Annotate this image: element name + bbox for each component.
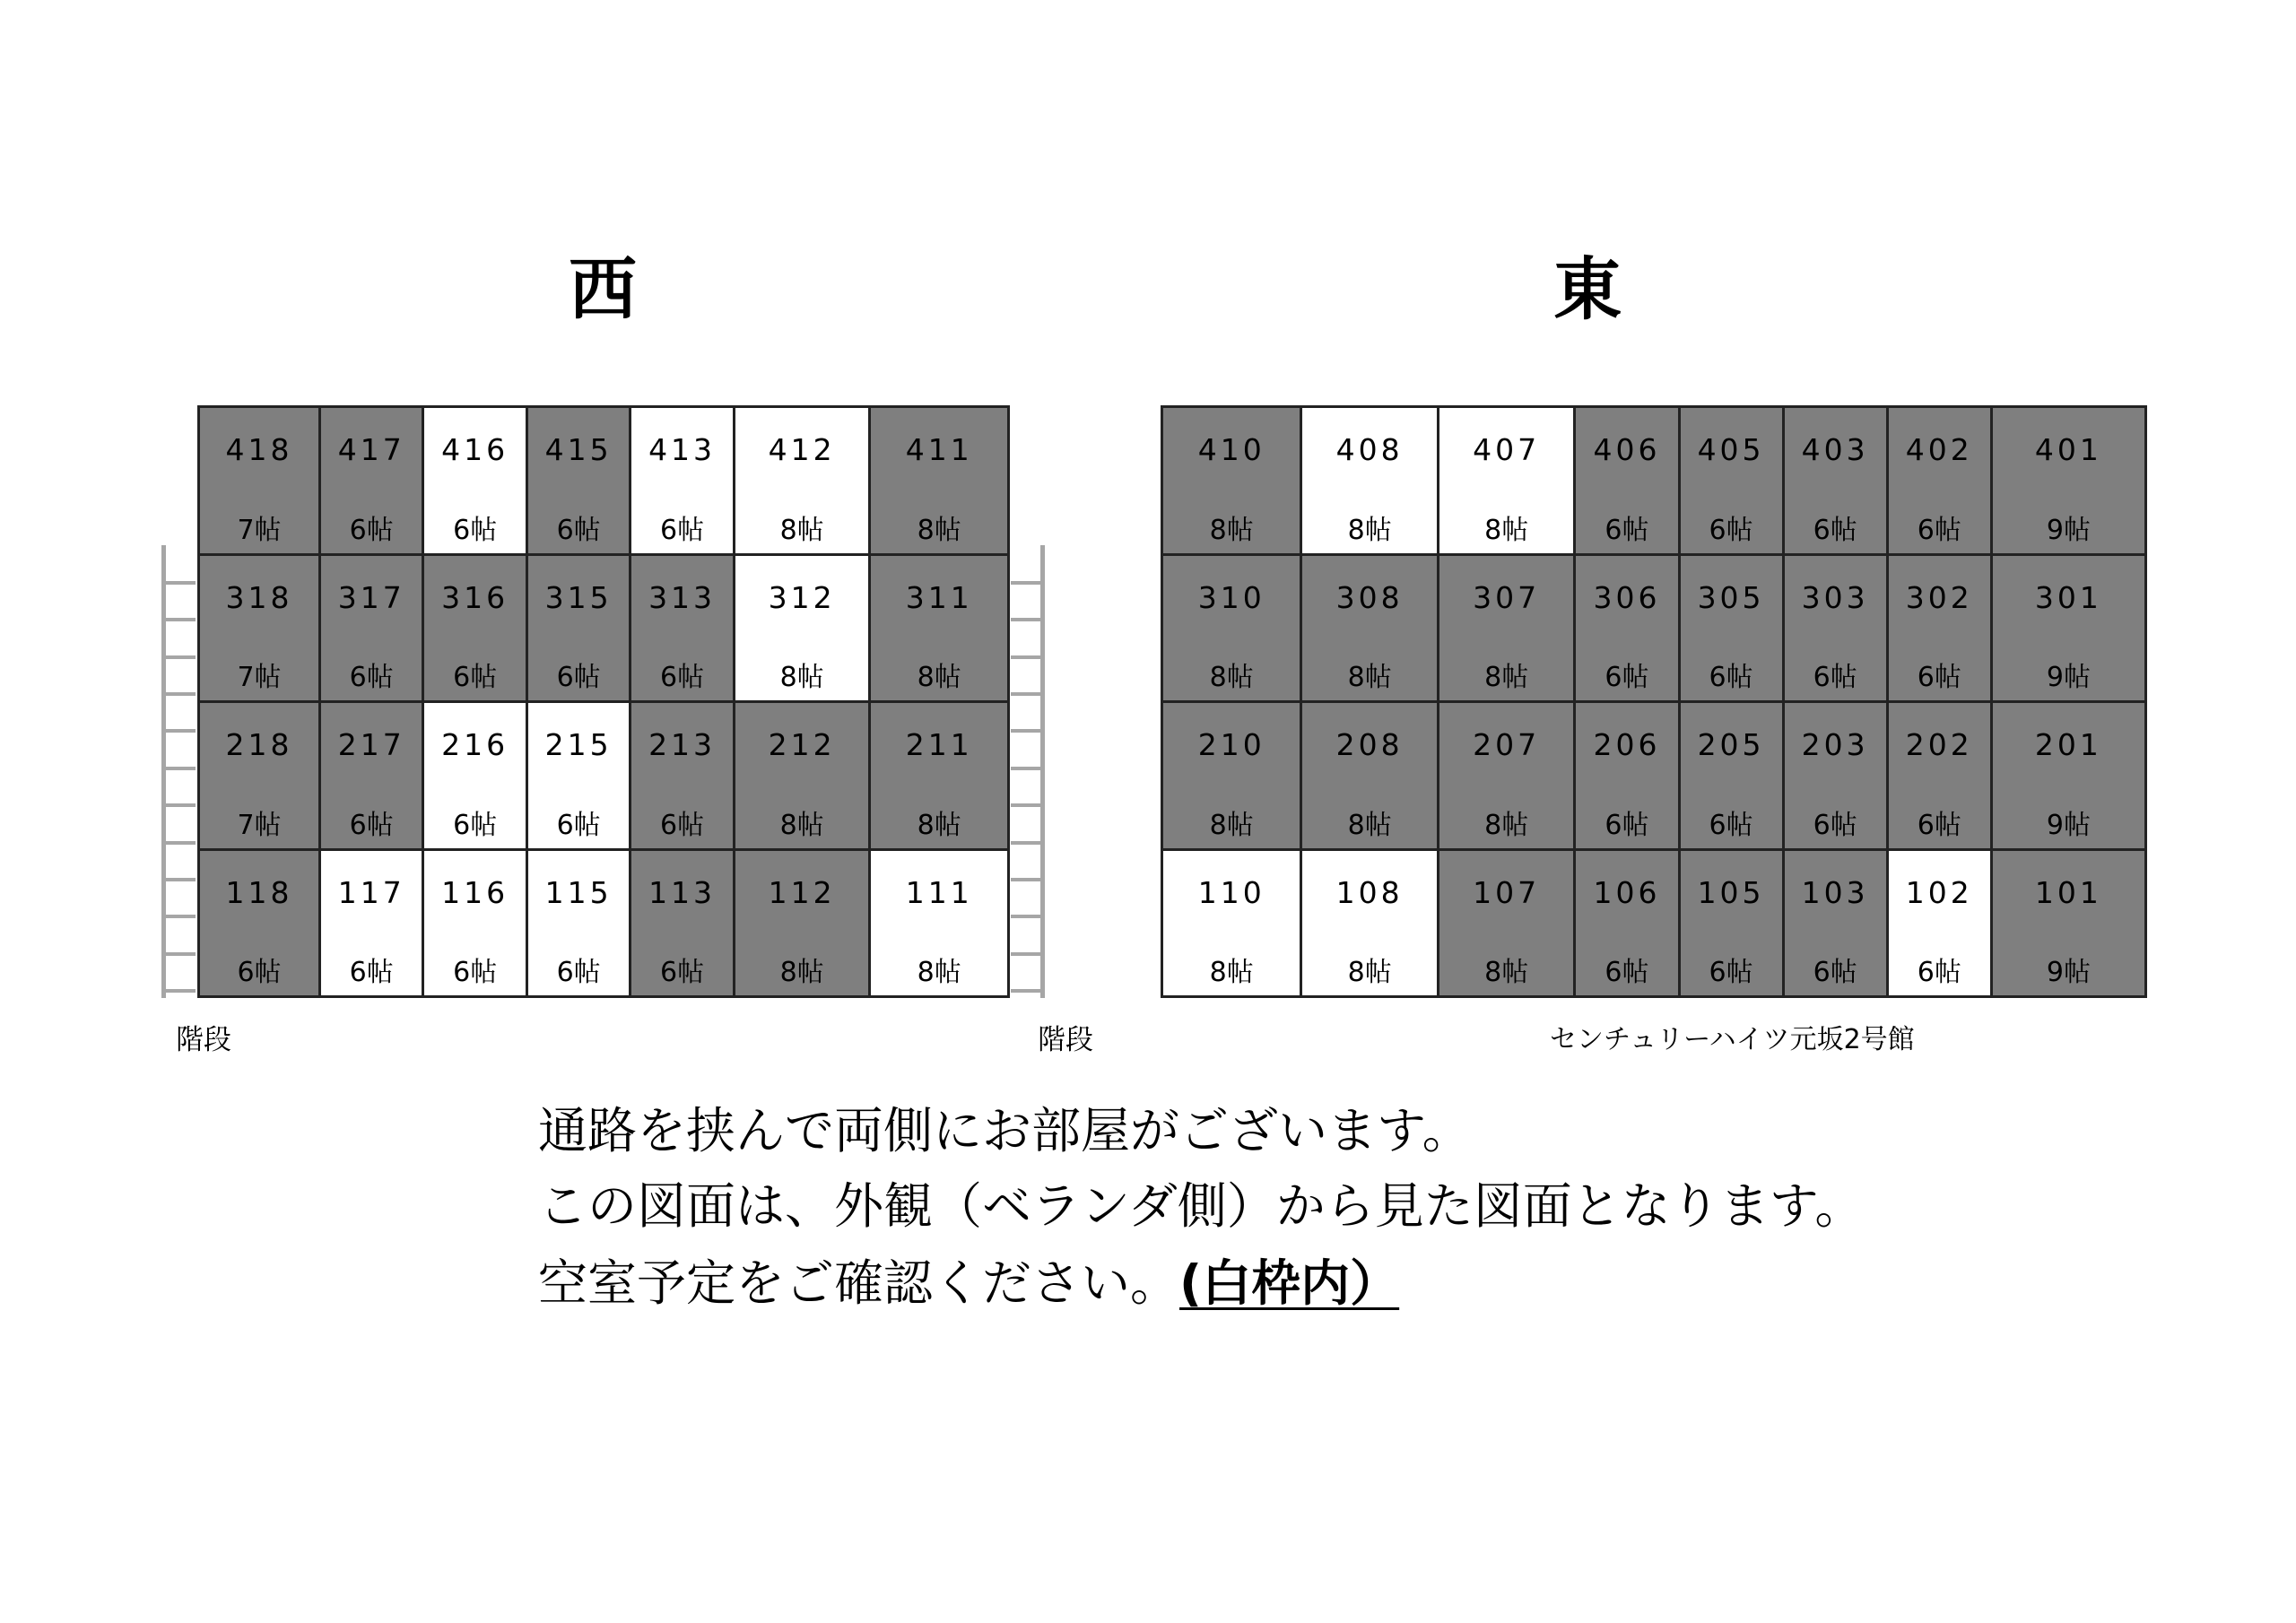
room-size: 8帖 <box>1484 957 1529 988</box>
room-size: 8帖 <box>779 809 824 841</box>
room-111 <box>871 851 1007 996</box>
room-405 <box>1681 408 1782 553</box>
stair-rung <box>161 878 196 881</box>
room-308 <box>1302 556 1436 701</box>
room-number: 118 <box>225 874 293 910</box>
room-number: 301 <box>2034 579 2102 615</box>
room-number: 307 <box>1473 579 1541 615</box>
room-number: 112 <box>768 874 836 910</box>
room-number: 106 <box>1593 874 1661 910</box>
room-number: 213 <box>648 727 717 762</box>
room-number: 405 <box>1697 432 1765 467</box>
room-size: 6帖 <box>349 809 394 841</box>
room-size: 6帖 <box>1917 514 1961 546</box>
room-203 <box>1785 703 1886 848</box>
room-size: 8帖 <box>1484 662 1529 693</box>
stair-rung <box>161 655 196 659</box>
room-size: 9帖 <box>2046 809 2091 841</box>
room-number: 410 <box>1197 432 1265 467</box>
room-101 <box>1993 851 2144 996</box>
room-302 <box>1889 556 1990 701</box>
room-411 <box>871 408 1007 553</box>
room-number: 311 <box>905 579 973 615</box>
room-412 <box>735 408 869 553</box>
room-number: 211 <box>905 727 973 762</box>
room-size: 6帖 <box>660 514 705 546</box>
room-size: 6帖 <box>556 662 601 693</box>
room-number: 117 <box>337 874 405 910</box>
room-number: 206 <box>1593 727 1661 762</box>
room-number: 113 <box>648 874 717 910</box>
stair-rung <box>161 841 196 845</box>
building-name: センチュリーハイツ元坂2号館 <box>1550 1024 1915 1055</box>
room-size: 6帖 <box>453 957 498 988</box>
room-number: 207 <box>1473 727 1541 762</box>
room-size: 6帖 <box>1709 809 1753 841</box>
room-410 <box>1163 408 1300 553</box>
room-size: 6帖 <box>1709 957 1753 988</box>
room-number: 303 <box>1801 579 1869 615</box>
room-number: 312 <box>768 579 836 615</box>
room-size: 8帖 <box>1209 809 1254 841</box>
room-size: 6帖 <box>556 957 601 988</box>
room-size: 6帖 <box>660 809 705 841</box>
stair-rung <box>1011 878 1045 881</box>
stair-rung <box>1011 841 1045 845</box>
room-size: 6帖 <box>1813 662 1857 693</box>
stair-rung <box>1011 915 1045 918</box>
room-size: 6帖 <box>1917 662 1961 693</box>
note-line-3-emphasis: (白枠内） <box>1179 1254 1400 1312</box>
room-number: 216 <box>441 727 509 762</box>
east-floor-plan <box>1161 405 2147 998</box>
room-110 <box>1163 851 1300 996</box>
room-201 <box>1993 703 2144 848</box>
room-117 <box>321 851 422 996</box>
stair-rung <box>1011 989 1045 993</box>
room-number: 203 <box>1801 727 1869 762</box>
room-number: 305 <box>1697 579 1765 615</box>
room-number: 318 <box>225 579 293 615</box>
room-416 <box>424 408 525 553</box>
room-312 <box>735 556 869 701</box>
room-size: 6帖 <box>1605 957 1649 988</box>
stair-rung <box>161 767 196 770</box>
room-size: 6帖 <box>453 662 498 693</box>
room-size: 6帖 <box>1605 662 1649 693</box>
room-102 <box>1889 851 1990 996</box>
room-size: 8帖 <box>779 957 824 988</box>
room-size: 6帖 <box>1813 957 1857 988</box>
stair-rung <box>1011 729 1045 733</box>
room-number: 302 <box>1905 579 1973 615</box>
room-number: 406 <box>1593 432 1661 467</box>
room-118 <box>200 851 318 996</box>
room-size: 8帖 <box>917 957 961 988</box>
room-number: 402 <box>1905 432 1973 467</box>
room-size: 6帖 <box>1709 514 1753 546</box>
room-number: 310 <box>1197 579 1265 615</box>
room-303 <box>1785 556 1886 701</box>
room-103 <box>1785 851 1886 996</box>
note-line-2: この図面は、外観（ベランダ側）から見た図面となります。 <box>538 1177 1865 1235</box>
room-306 <box>1576 556 1677 701</box>
room-number: 116 <box>441 874 509 910</box>
room-305 <box>1681 556 1782 701</box>
room-number: 411 <box>905 432 973 467</box>
room-size: 6帖 <box>660 662 705 693</box>
room-size: 8帖 <box>1209 957 1254 988</box>
room-size: 8帖 <box>917 809 961 841</box>
room-number: 415 <box>544 432 613 467</box>
stairs-label-right: 階段 <box>1038 1024 1093 1056</box>
room-115 <box>528 851 629 996</box>
room-number: 110 <box>1197 874 1265 910</box>
room-208 <box>1302 703 1436 848</box>
room-size: 8帖 <box>1209 514 1254 546</box>
room-318 <box>200 556 318 701</box>
stair-rung <box>161 729 196 733</box>
room-number: 413 <box>648 432 717 467</box>
room-113 <box>631 851 732 996</box>
room-size: 7帖 <box>237 662 282 693</box>
stair-rung <box>161 581 196 585</box>
room-size: 8帖 <box>779 662 824 693</box>
room-108 <box>1302 851 1436 996</box>
room-207 <box>1439 703 1574 848</box>
room-number: 308 <box>1335 579 1404 615</box>
room-number: 101 <box>2034 874 2102 910</box>
room-number: 215 <box>544 727 613 762</box>
room-number: 205 <box>1697 727 1765 762</box>
room-205 <box>1681 703 1782 848</box>
room-size: 6帖 <box>237 957 282 988</box>
room-size: 9帖 <box>2046 662 2091 693</box>
room-106 <box>1576 851 1677 996</box>
room-403 <box>1785 408 1886 553</box>
room-212 <box>735 703 869 848</box>
room-size: 8帖 <box>917 662 961 693</box>
room-number: 416 <box>441 432 509 467</box>
stair-rung <box>161 915 196 918</box>
room-number: 208 <box>1335 727 1404 762</box>
room-number: 317 <box>337 579 405 615</box>
room-number: 316 <box>441 579 509 615</box>
stair-rung <box>1011 767 1045 770</box>
room-402 <box>1889 408 1990 553</box>
room-217 <box>321 703 422 848</box>
east-heading: 東 <box>1553 249 1622 329</box>
room-size: 6帖 <box>453 809 498 841</box>
room-number: 418 <box>225 432 293 467</box>
stairs-right <box>1007 545 1045 998</box>
room-number: 313 <box>648 579 717 615</box>
stair-rung <box>1011 803 1045 807</box>
room-408 <box>1302 408 1436 553</box>
stair-rung <box>1011 618 1045 621</box>
stair-rung <box>161 803 196 807</box>
room-size: 9帖 <box>2046 514 2091 546</box>
room-size: 6帖 <box>349 662 394 693</box>
room-number: 315 <box>544 579 613 615</box>
room-213 <box>631 703 732 848</box>
room-313 <box>631 556 732 701</box>
room-size: 6帖 <box>453 514 498 546</box>
room-301 <box>1993 556 2144 701</box>
room-number: 102 <box>1905 874 1973 910</box>
room-215 <box>528 703 629 848</box>
room-number: 103 <box>1801 874 1869 910</box>
stair-rung <box>161 952 196 956</box>
room-size: 8帖 <box>1209 662 1254 693</box>
room-size: 7帖 <box>237 514 282 546</box>
room-size: 6帖 <box>1605 809 1649 841</box>
room-size: 9帖 <box>2046 957 2091 988</box>
room-317 <box>321 556 422 701</box>
room-216 <box>424 703 525 848</box>
room-number: 202 <box>1905 727 1973 762</box>
room-417 <box>321 408 422 553</box>
note-line-1: 通路を挟んで両側にお部屋がございます。 <box>538 1102 1472 1159</box>
room-number: 111 <box>905 874 973 910</box>
room-size: 6帖 <box>1813 809 1857 841</box>
room-number: 210 <box>1197 727 1265 762</box>
room-415 <box>528 408 629 553</box>
note-line-3: 空室予定をご確認ください。 <box>538 1254 1180 1312</box>
room-size: 6帖 <box>1917 957 1961 988</box>
stairs-label-left: 階段 <box>176 1024 231 1056</box>
room-number: 201 <box>2034 727 2102 762</box>
room-size: 6帖 <box>556 809 601 841</box>
west-floor-plan <box>197 405 1010 998</box>
stair-rung <box>161 618 196 621</box>
room-number: 217 <box>337 727 405 762</box>
stair-rung <box>1011 692 1045 696</box>
note-line-3-wrapper <box>538 1254 1400 1312</box>
room-size: 6帖 <box>1917 809 1961 841</box>
room-size: 8帖 <box>779 514 824 546</box>
room-size: 8帖 <box>1484 809 1529 841</box>
room-number: 115 <box>544 874 613 910</box>
room-size: 8帖 <box>1347 662 1392 693</box>
room-number: 107 <box>1473 874 1541 910</box>
room-size: 6帖 <box>349 514 394 546</box>
room-316 <box>424 556 525 701</box>
room-size: 6帖 <box>1605 514 1649 546</box>
room-413 <box>631 408 732 553</box>
room-size: 6帖 <box>1709 662 1753 693</box>
room-number: 417 <box>337 432 405 467</box>
room-112 <box>735 851 869 996</box>
room-size: 6帖 <box>660 957 705 988</box>
stairs-left <box>161 545 197 998</box>
stair-rung <box>161 692 196 696</box>
room-number: 401 <box>2034 432 2102 467</box>
room-number: 412 <box>768 432 836 467</box>
room-number: 218 <box>225 727 293 762</box>
room-size: 6帖 <box>556 514 601 546</box>
room-size: 8帖 <box>1484 514 1529 546</box>
room-number: 212 <box>768 727 836 762</box>
room-202 <box>1889 703 1990 848</box>
room-407 <box>1439 408 1574 553</box>
room-418 <box>200 408 318 553</box>
stair-rung <box>161 989 196 993</box>
room-number: 108 <box>1335 874 1404 910</box>
west-heading: 西 <box>569 249 637 329</box>
stair-rung <box>1011 581 1045 585</box>
room-218 <box>200 703 318 848</box>
stair-rung <box>1011 952 1045 956</box>
room-number: 306 <box>1593 579 1661 615</box>
room-number: 408 <box>1335 432 1404 467</box>
room-size: 8帖 <box>1347 957 1392 988</box>
room-105 <box>1681 851 1782 996</box>
room-315 <box>528 556 629 701</box>
room-116 <box>424 851 525 996</box>
room-307 <box>1439 556 1574 701</box>
room-number: 403 <box>1801 432 1869 467</box>
room-number: 407 <box>1473 432 1541 467</box>
room-size: 7帖 <box>237 809 282 841</box>
room-310 <box>1163 556 1300 701</box>
room-size: 8帖 <box>1347 809 1392 841</box>
room-401 <box>1993 408 2144 553</box>
room-210 <box>1163 703 1300 848</box>
room-206 <box>1576 703 1677 848</box>
room-size: 8帖 <box>1347 514 1392 546</box>
room-size: 6帖 <box>1813 514 1857 546</box>
room-311 <box>871 556 1007 701</box>
room-size: 8帖 <box>917 514 961 546</box>
room-number: 105 <box>1697 874 1765 910</box>
room-107 <box>1439 851 1574 996</box>
room-211 <box>871 703 1007 848</box>
room-406 <box>1576 408 1677 553</box>
room-size: 6帖 <box>349 957 394 988</box>
stair-rung <box>1011 655 1045 659</box>
